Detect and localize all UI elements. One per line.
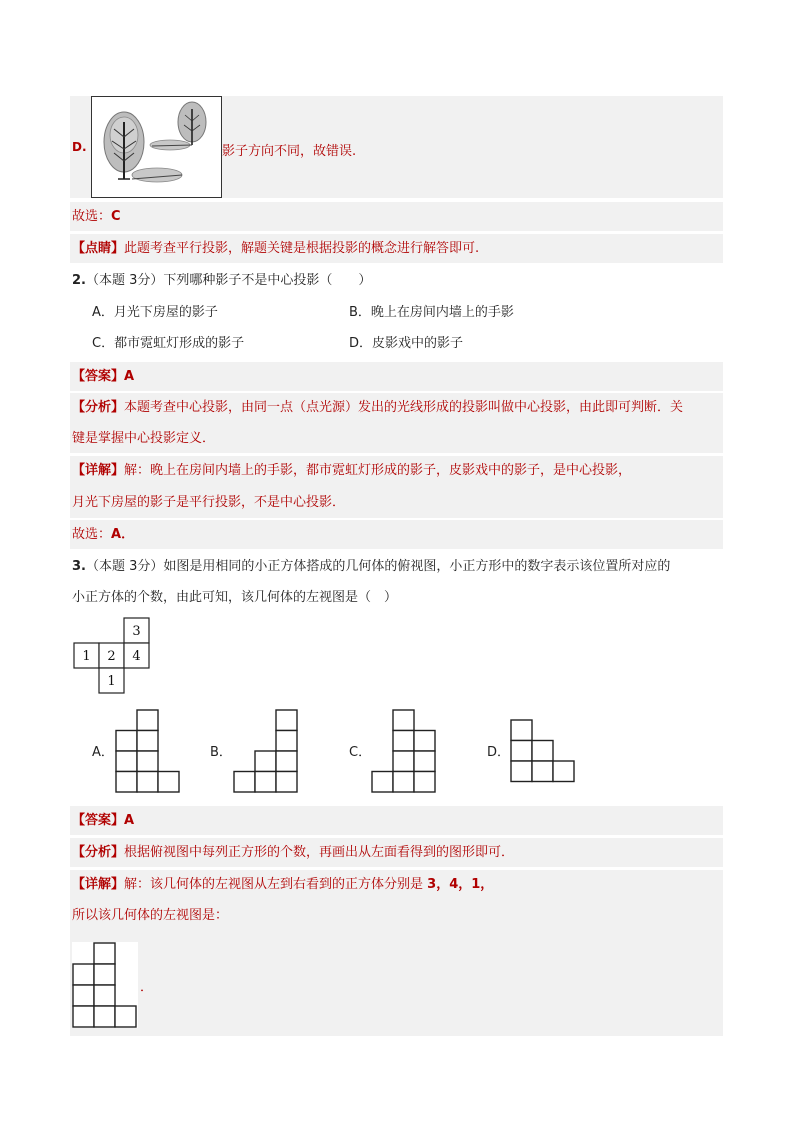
trees-shadow-figure (91, 96, 222, 198)
q1-choice-prefix: 故选： (72, 209, 112, 224)
view-cell (116, 772, 137, 793)
view-cell (393, 731, 414, 752)
q3-conclusion: 所以该几何体的左视图是： (72, 908, 229, 923)
q3-stem-line1 (72, 559, 670, 575)
comment-text: 此题考查平行投影，解题关键是根据投影的概念进行解答即可. (124, 241, 480, 256)
q2-number: 2. (72, 273, 86, 288)
q3-number: 3. (72, 559, 86, 574)
analysis-label: 【分析】 (72, 400, 125, 415)
q1-choice-value: C (111, 209, 121, 224)
q3-detail-line (72, 877, 493, 893)
view-cell (393, 751, 414, 772)
view-cell (511, 720, 532, 741)
top-view-number: 3 (132, 624, 141, 639)
view-cell (414, 731, 435, 752)
q3-option-b-letter: B． (210, 745, 232, 760)
view-cell (234, 772, 255, 793)
view-cell (73, 985, 94, 1006)
q3-trailing-period: ． (140, 980, 154, 995)
q3-option-a-figure (116, 709, 181, 793)
q3-detail-band (70, 870, 723, 1036)
q2-choice-value: A． (111, 527, 135, 542)
q3-answer-line (72, 813, 134, 829)
q3-option-b-figure (234, 709, 299, 793)
view-cell (372, 772, 393, 793)
view-cell (255, 772, 276, 793)
q2-detail-line2: 月光下房屋的影子是平行投影，不是中心投影． (72, 495, 346, 510)
view-cell (255, 751, 276, 772)
view-cell (94, 943, 115, 964)
answer-value: A (124, 813, 135, 828)
view-cell (553, 761, 574, 782)
top-view-number: 1 (107, 674, 116, 689)
view-cell (137, 772, 158, 793)
view-cell (116, 751, 137, 772)
q1-option-d-text: 影子方向不同，故错误. (222, 144, 357, 159)
q3-option-d-figure (511, 719, 576, 783)
view-cell (414, 772, 435, 793)
q2-detail-line1 (72, 463, 631, 479)
comment-label: 【点睛】 (72, 241, 125, 256)
detail-label: 【详解】 (72, 463, 125, 478)
q2-option-d-text: 皮影戏中的影子 (372, 336, 464, 351)
detail-label: 【详解】 (72, 877, 125, 892)
q1-choice-band (70, 202, 723, 231)
q2-option-b-letter: B． (349, 305, 371, 320)
view-cell (94, 985, 115, 1006)
view-cell (137, 731, 158, 752)
tree-icon (92, 97, 221, 197)
analysis-label: 【分析】 (72, 845, 125, 860)
detail-text-1: 解：晚上在房间内墙上的手影，都市霓虹灯形成的影子，皮影戏中的影子，是中心投影， (124, 463, 632, 478)
top-view-number: 2 (107, 649, 116, 664)
q3-option-a-letter: A． (92, 745, 114, 760)
q3-option-c-figure (372, 709, 437, 793)
q2-analysis-line1 (72, 400, 683, 416)
detail-text: 解：该几何体的左视图从左到右看到的正方体分别是 (124, 877, 424, 892)
view-cell (393, 772, 414, 793)
q2-option-a-letter: A． (92, 305, 114, 320)
q2-score: （本题 3分） (85, 273, 164, 288)
answer-value: A (124, 369, 135, 384)
q2-choice-prefix: 故选： (72, 527, 112, 542)
q2-option-a-text: 月光下房屋的影子 (113, 305, 218, 320)
view-cell (94, 1006, 115, 1027)
q2-answer-line (72, 369, 134, 385)
q2-stem (72, 273, 371, 289)
view-cell (511, 761, 532, 782)
q1-comment-line (72, 241, 479, 257)
view-cell (276, 772, 297, 793)
view-cell (137, 710, 158, 731)
q3-stem-line2: 小正方体的个数，由此可知，该几何体的左视图是（ ） (72, 590, 398, 605)
q2-analysis-line2: 键是掌握中心投影定义． (72, 431, 216, 446)
q2-option-a (92, 305, 218, 321)
analysis-text-1: 本题考查中心投影，由同一点（点光源）发出的光线形成的投影叫做中心投影，由此即可判断．关 (124, 400, 684, 415)
q1-option-d-letter: D. (72, 140, 87, 154)
q3-stem-text-1: 如图是用相同的小正方体搭成的几何体的俯视图，小正方形中的数字表示该位置所对应的 (163, 559, 671, 574)
q2-option-c-letter: C． (92, 336, 115, 351)
answer-label: 【答案】 (72, 369, 125, 384)
answer-label: 【答案】 (72, 813, 125, 828)
view-cell (158, 772, 179, 793)
view-cell (532, 741, 553, 762)
q3-analysis-line (72, 845, 514, 861)
q2-option-c (92, 336, 244, 352)
view-cell (94, 964, 115, 985)
q1-choice-line (72, 209, 121, 225)
top-view-number: 1 (82, 649, 91, 664)
view-cell (414, 751, 435, 772)
q2-option-b-text: 晚上在房间内墙上的手影 (370, 305, 514, 320)
q2-choice-band (70, 520, 723, 549)
view-cell (276, 731, 297, 752)
q2-choice-line (72, 527, 134, 543)
view-cell (511, 741, 532, 762)
view-cell (137, 751, 158, 772)
analysis-text: 根据俯视图中每列正方形的个数，再画出从左面看得到的图形即可． (124, 845, 515, 860)
q2-answer-band (70, 362, 723, 391)
q2-stem-text: 下列哪种影子不是中心投影（ ） (163, 273, 372, 288)
q2-option-d-letter: D． (349, 336, 373, 351)
q2-option-c-text: 都市霓虹灯形成的影子 (114, 336, 245, 351)
top-view-number: 4 (132, 649, 141, 664)
q3-option-c-letter: C． (349, 745, 372, 760)
view-cell (115, 1006, 136, 1027)
top-view-grid (74, 617, 154, 693)
q2-option-b (349, 305, 514, 321)
detail-values: 3，4，1， (427, 877, 494, 892)
view-cell (116, 731, 137, 752)
q3-answer-band (70, 806, 723, 835)
q3-option-d-letter: D． (487, 745, 511, 760)
view-cell (393, 710, 414, 731)
view-cell (532, 761, 553, 782)
q3-answer-figure (73, 942, 139, 1028)
view-cell (73, 1006, 94, 1027)
q3-score: （本题 3分） (85, 559, 164, 574)
view-cell (276, 751, 297, 772)
view-cell (276, 710, 297, 731)
view-cell (73, 964, 94, 985)
q2-option-d (349, 336, 463, 352)
